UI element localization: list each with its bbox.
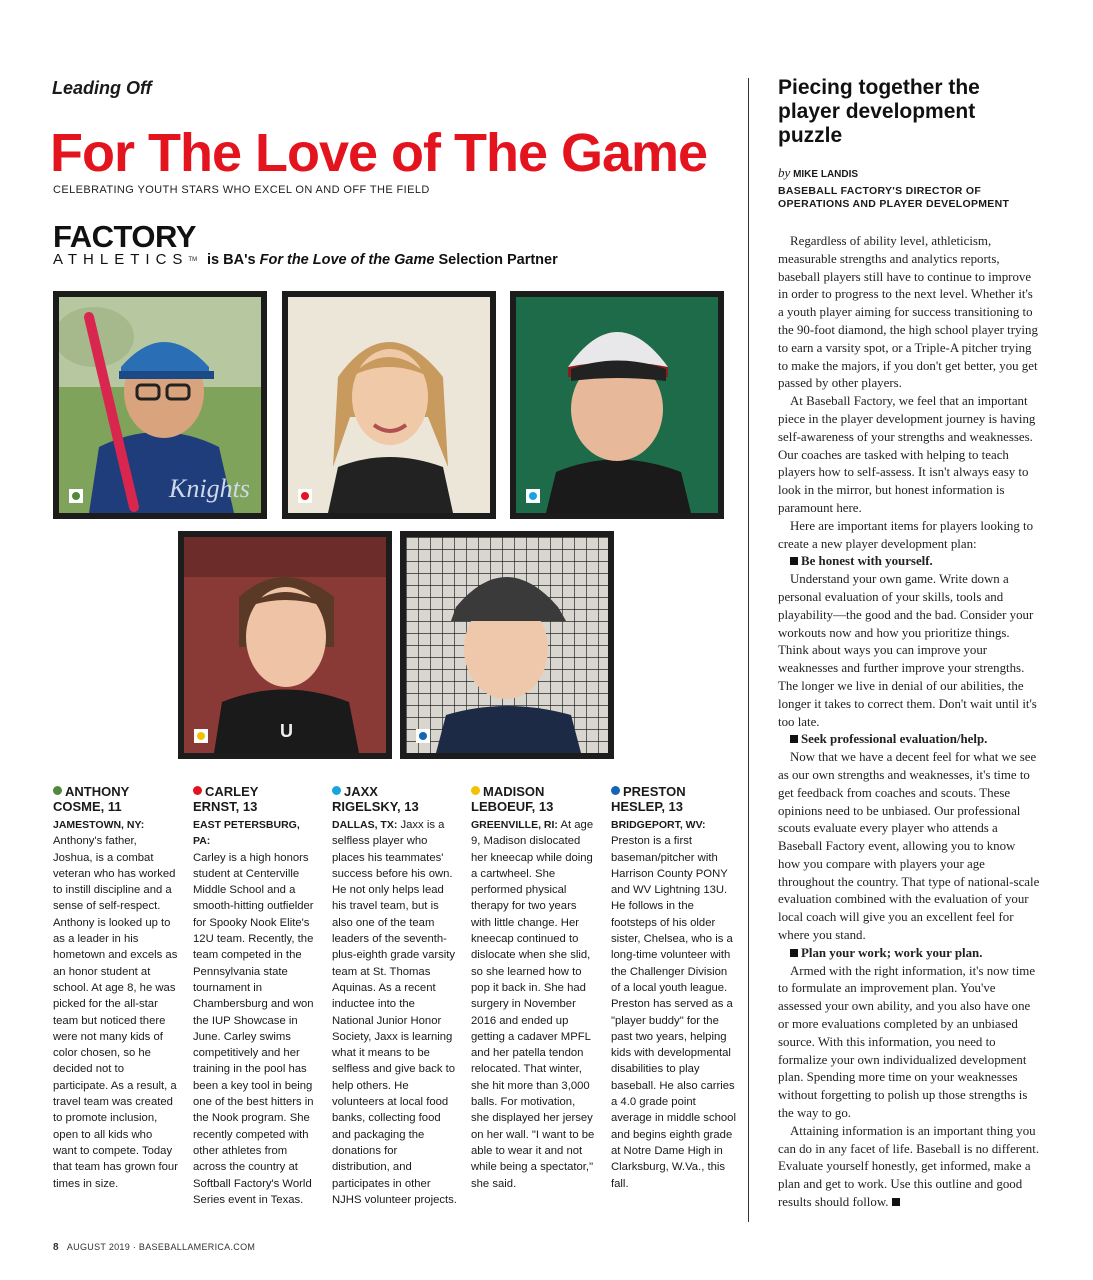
player-location: DALLAS, TX:	[332, 819, 398, 831]
player-name: PRESTON HESLEP, 13	[611, 784, 686, 814]
player-location: JAMESTOWN, NY:	[53, 819, 145, 831]
section-label: Leading Off	[52, 78, 152, 98]
page-footer	[53, 1242, 255, 1253]
svg-text:Knights: Knights	[169, 474, 250, 503]
player-bio-madison	[471, 784, 596, 1192]
player-photo-jaxx	[510, 291, 724, 519]
subhead-evaluation: Seek professional evaluation/help.	[778, 731, 1040, 749]
photo-anthony-image	[59, 297, 261, 513]
subhead: CELEBRATING YOUTH STARS WHO EXCEL ON AND OFF THE FIELD	[53, 184, 430, 196]
player-bio-text	[471, 817, 596, 1192]
player-bio-preston	[611, 784, 736, 1192]
paragraph: At Baseball Factory, we feel that an important piece in the player development journey is having self-awareness of your strengths and weaknesses. Our coaches are tasked with helping to teach players how to self-assess. It isn't always easy to look in the mirror, but honest information is paramount here.	[778, 394, 1036, 515]
logo-tm: TM	[188, 257, 198, 263]
madison-illustration	[184, 537, 386, 753]
color-tag-yellow	[194, 729, 208, 743]
player-name: JAXX RIGELSKY, 13	[332, 784, 419, 814]
svg-text:U: U	[280, 721, 293, 741]
player-bio: Preston is a first baseman/pitcher with Harrison County PONY and WV Lightning 13U. He follows in the footsteps of his older sister, Chelsea, who is a long-time volunteer with the Challenger Division of a local youth league. Preston has served as a "player buddy" for the past two years, helping kids with developmental disabilities to play baseball. He also carries a 4.0 grade point average in middle school and begins eighth grade at Notre Dame High in Clarksburg, W.Va., this fall.	[611, 835, 736, 1190]
photo-carley-image	[288, 297, 490, 513]
player-location: EAST PETERSBURG, PA:	[193, 819, 300, 848]
player-name: ANTHONY COSME, 11	[53, 784, 130, 814]
player-bio-text	[611, 817, 736, 1192]
bullet-icon	[193, 786, 202, 795]
player-name: CARLEY ERNST, 13	[193, 784, 259, 814]
carley-illustration	[288, 297, 490, 513]
partner-line	[207, 252, 558, 268]
player-bio: At age 9, Madison dislocated her kneecap while doing a cartwheel. She performed physical therapy for two years with little change. Her kneecap continued to dislocate when she slid, so she learned how to pop it back in. She had surgery in November 2016 and ended up getting a cadaver MPFL and her patella tendon relocated. That winter, she hit more than 3,000 balls. For motivation, she displayed her jersey on her wall. "I want to be able to wear it and not while being a spectator," she said.	[471, 819, 595, 1190]
player-photo-carley	[282, 291, 496, 519]
paragraph: Regardless of ability level, athleticism, measurable strengths and analytics reports, baseball players still have to continue to improve in order to progress to the next level. Whether it's a youth player aiming for success transitioning to the 90-foot diamond, the high school player trying to earn a varsity spot, or a Triple-A pitcher trying to make the majors, if you don't get better, you get passed by other players.	[778, 234, 1038, 391]
square-bullet-icon	[790, 949, 798, 957]
paragraph: Understand your own game. Write down a personal evaluation of your skills, tools and playability—the good and the bad. Consider your workouts now and how you prioritize things. Think about ways you can improve your weaknesses and further improve your strengths. The longer we live in denial of our abilities, the longer it takes to correct them. Don't wait until it's too late.	[778, 572, 1037, 729]
bullet-icon	[332, 786, 341, 795]
byline	[778, 165, 1040, 181]
preston-illustration	[406, 537, 608, 753]
logo-bottom-word: ATHLETICS	[53, 251, 189, 268]
player-photo-preston	[400, 531, 614, 759]
player-photo-madison	[178, 531, 392, 759]
subhead-honest: Be honest with yourself.	[778, 553, 1040, 571]
logo-top-text: FACTORY	[53, 219, 196, 254]
color-tag-blue	[416, 729, 430, 743]
player-bio-carley	[193, 784, 318, 1208]
partner-prefix: is BA's	[207, 252, 260, 268]
player-bio: Anthony's father, Joshua, is a combat veteran who has worked to instill discipline and a sense of self-respect. Anthony is looked up to as a leader in his hometown and excels as an honor student at school. At age 8, he was picked for the all-star team but noticed there were not many kids of color chosen, so he decided not to participate. As a result, a travel team was created to promote inclusion, open to all kids who want to compete. Today that team has grown four times in size.	[53, 835, 178, 1190]
player-bio-text	[193, 817, 318, 1208]
paragraph: Now that we have a decent feel for what we see as our own strengths and weaknesses, it's time to get feedback from coaches and scouts. These opinions need to be unbiased. Our professional scouts evaluate every player who attends a Baseball Factory event, allowing you to know how you compare with players your age throughout the country. That type of national-scale evaluation combined with the evaluation of your local coach will give you an excellent feel for where you stand.	[778, 750, 1040, 943]
player-bio: Carley is a high honors student at Centerville Middle School and a smooth-hitting outfielder for Spooky Nook Elite's 12U team. Recently, the team competed in the Pennsylvania state tournament in Chambersburg and won the IUP Showcase in June. Carley swims competitively and her training in the pool has been a key tool in being one of the best hitters in the Nook program. She recently competed with other athletes from across the country at Softball Factory's World Series event in Texas.	[193, 851, 314, 1206]
photo-jaxx-image	[516, 297, 718, 513]
color-tag-green	[69, 489, 83, 503]
player-location: BRIDGEPORT, WV:	[611, 819, 706, 831]
logo-bottom-text	[53, 252, 197, 268]
sidebar-body	[778, 233, 1040, 1212]
jaxx-illustration	[516, 297, 718, 513]
player-bio-text	[332, 817, 457, 1208]
byline-by: by	[778, 165, 791, 180]
bullet-icon	[53, 786, 62, 795]
column-divider	[748, 78, 749, 1222]
color-tag-lightblue	[526, 489, 540, 503]
square-bullet-icon	[790, 557, 798, 565]
bullet-icon	[471, 786, 480, 795]
photo-madison-image	[184, 537, 386, 753]
author-role: BASEBALL FACTORY'S DIRECTOR OF OPERATIONS AND PLAYER DEVELOPMENT	[778, 185, 1010, 210]
footer-text: AUGUST 2019 · BASEBALLAMERICA.COM	[66, 1242, 256, 1252]
player-bio: Jaxx is a selfless player who places his teammates' success before his own. He not only helps lead his travel team, but is also one of the team leaders of the seventh-plus-eighth grade varsity team at St. Thomas Aquinas. As a recent inductee into the National Junior Honor Society, Jaxx is learning what it means to be selfless and give back to help others. He volunteers at local food banks, collecting food and packaging the donations for distribution, and participates in other NJHS volunteer projects.	[332, 819, 457, 1206]
photo-preston-image	[406, 537, 608, 753]
square-bullet-icon	[790, 735, 798, 743]
bullet-icon	[611, 786, 620, 795]
player-bio-anthony	[53, 784, 178, 1192]
subhead-plan: Plan your work; work your plan.	[778, 945, 1040, 963]
sidebar-title: Piecing together the player development puzzle	[778, 76, 980, 147]
paragraph: Armed with the right information, it's now time to formulate an improvement plan. You've assessed your own ability, and you also have one or more evaluations completed by an unbiased source. With this information, you need to formalize your own individualized development plan. Spending more time on your weaknesses without forgetting to polish up those strengths is the way to go.	[778, 963, 1036, 1121]
player-bio-jaxx	[332, 784, 457, 1208]
end-mark-icon	[892, 1198, 900, 1206]
partner-suffix: Selection Partner	[434, 252, 558, 268]
partner-italic: For the Love of the Game	[259, 252, 435, 268]
page-number: 8	[53, 1242, 59, 1253]
byline-author: MIKE LANDIS	[793, 169, 859, 180]
player-photo-anthony	[53, 291, 267, 519]
anthony-illustration	[59, 297, 261, 513]
paragraph: Here are important items for players looking to create a new player development plan:	[778, 518, 1034, 551]
player-bio-text	[53, 817, 178, 1192]
factory-athletics-logo	[53, 219, 198, 268]
paragraph-final: Attaining information is an important thing you can do in any facet of life. Baseball is no different. Evaluate yourself honestly, get informed, make a plan and get to work. Use this outline and good results should follow.	[778, 1123, 1040, 1210]
headline: For The Love of The Game	[50, 123, 708, 183]
player-location: GREENVILLE, RI:	[471, 819, 558, 831]
player-name: MADISON LEBOEUF, 13	[471, 784, 554, 814]
color-tag-red	[298, 489, 312, 503]
